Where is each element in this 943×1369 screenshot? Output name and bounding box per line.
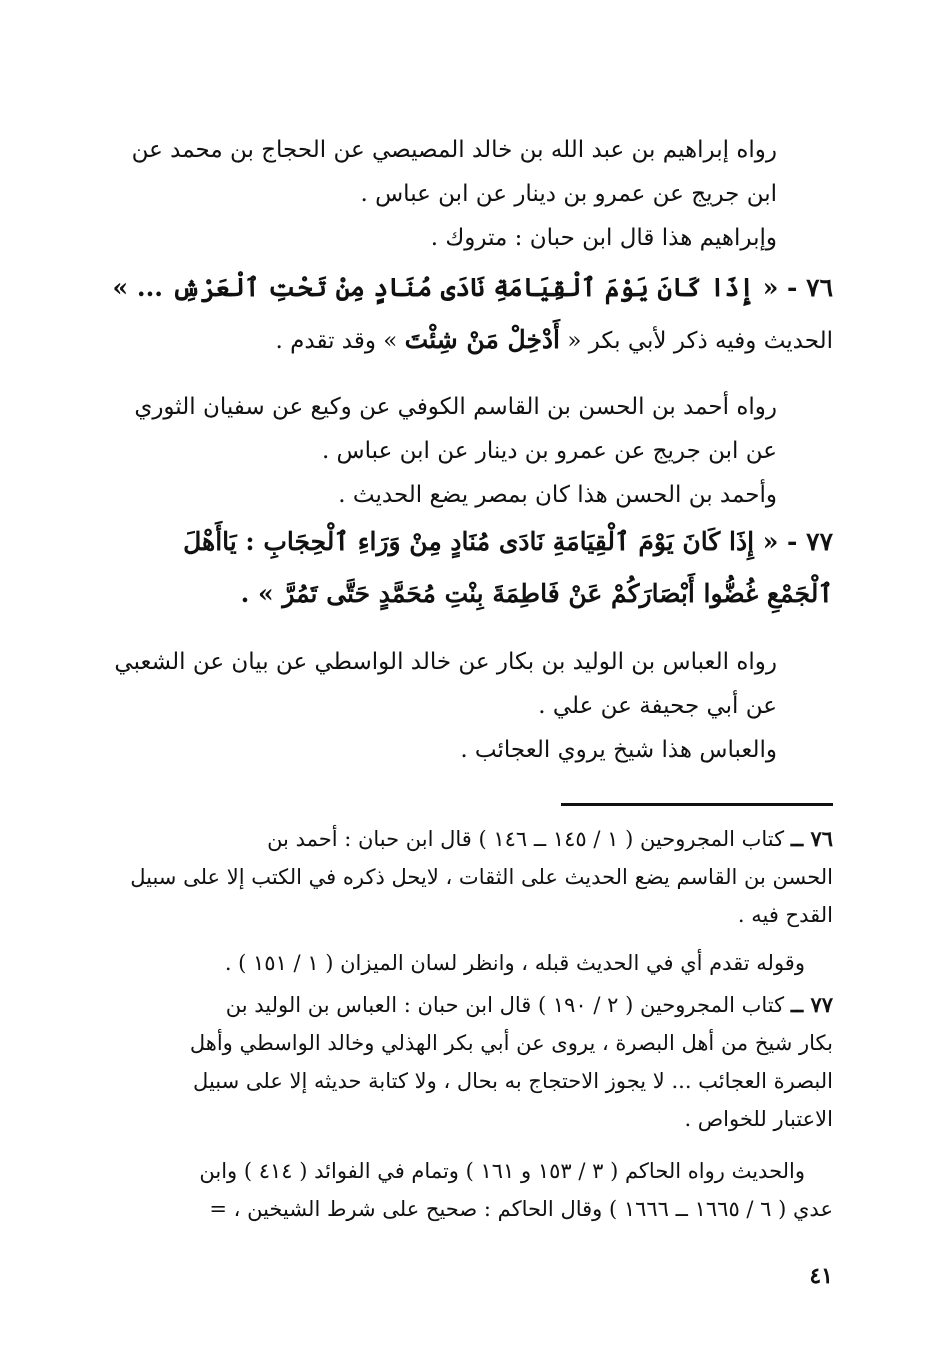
footnote-text: كتاب المجروحين ( ١ / ١٤٥ ــ ١٤٦ ) قال ابن حبان : أحمد بن bbox=[267, 827, 785, 851]
footnote-line: القدح فيه . bbox=[737, 903, 833, 927]
narration-line: عن ابن جريج عن عمرو بن دينار عن ابن عباس . bbox=[321, 438, 777, 464]
narration-line: وأحمد بن الحسن هذا كان بمصر يضع الحديث . bbox=[338, 482, 777, 508]
hadith-prefix: الحديث وفيه ذكر لأبي بكر « bbox=[560, 328, 833, 354]
footnote-text: كتاب المجروحين ( ٢ / ١٩٠ ) قال ابن حبان : العباس بن الوليد بن bbox=[225, 993, 785, 1017]
footnote-line bbox=[143, 986, 833, 1024]
footnote-line: البصرة العجائب ... لا يجوز الاحتجاج به بحال ، ولا كتابة حديثه إلا على سبيل bbox=[193, 1069, 833, 1093]
footnote-separator bbox=[561, 803, 833, 806]
footnote-number: ٧٦ ــ bbox=[790, 826, 833, 851]
footnote-line: والحديث رواه الحاكم ( ٣ / ١٥٣ و ١٦١ ) وتمام في الفوائد ( ٤١٤ ) وابن bbox=[199, 1159, 805, 1183]
hadith-text-continuation bbox=[133, 314, 833, 366]
footnote-77 bbox=[143, 986, 833, 1138]
narration-line: رواه إبراهيم بن عبد الله بن خالد المصيصي عن الحجاج بن محمد عن bbox=[131, 137, 777, 163]
narration-line: عن أبي جحيفة عن علي . bbox=[538, 693, 777, 719]
page-number: ٤١ bbox=[809, 1263, 833, 1289]
narration-line: وإبراهيم هذا قال ابن حبان : متروك . bbox=[430, 225, 777, 251]
footnote-line: الاعتبار للخواص . bbox=[684, 1107, 833, 1131]
narration-line: ابن جريج عن عمرو بن دينار عن ابن عباس . bbox=[360, 181, 777, 207]
footnote-77-extra bbox=[143, 1152, 833, 1228]
hadith-text: ٧٦ - « إِذَا كَانَ يَوْمَ ٱلْقِيَامَةِ نَادَى مُنَادٍ مِنْ تَحْتِ ٱلْعَرْشِ ... » bbox=[112, 273, 833, 302]
narration-line: رواه العباس بن الوليد بن بكار عن خالد الواسطي عن بيان عن الشعبي bbox=[114, 649, 777, 675]
hadith-76 bbox=[112, 262, 833, 366]
footnote-number: ٧٧ ــ bbox=[790, 992, 833, 1017]
footnote-76-extra bbox=[143, 944, 833, 982]
narration-77 bbox=[114, 640, 833, 772]
footnote-line: الحسن بن القاسم يضع الحديث على الثقات ، لايحل ذكره في الكتب إلا على سبيل bbox=[130, 865, 833, 889]
narration-75 bbox=[131, 128, 833, 260]
hadith-77 bbox=[133, 516, 833, 620]
footnote-line: عدي ( ٦ / ١٦٦٥ ــ ١٦٦٦ ) وقال الحاكم : صحيح على شرط الشيخين ، = bbox=[209, 1197, 833, 1221]
hadith-text: ٧٧ - « إِذَا كَانَ يَوْمَ ٱلْقِيَامَةِ نَادَى مُنَادٍ مِنْ وَرَاءِ ٱلْحِجَابِ : يَاأَهْلَ bbox=[183, 527, 833, 556]
narration-line: رواه أحمد بن الحسن بن القاسم الكوفي عن وكيع عن سفيان الثوري bbox=[134, 394, 777, 420]
footnote-76 bbox=[130, 820, 833, 934]
narration-76 bbox=[134, 385, 833, 517]
footnote-line bbox=[143, 820, 833, 858]
narration-line: والعباس هذا شيخ يروي العجائب . bbox=[460, 737, 777, 763]
hadith-text: ٱلْجَمْعِ غُضُّوا أَبْصَارَكُمْ عَنْ فَاطِمَةَ بِنْتِ مُحَمَّدٍ حَتَّى تَمُرَّ » . bbox=[240, 579, 833, 608]
footnote-line: بكار شيخ من أهل البصرة ، يروى عن أبي بكر الهذلي وخالد الواسطي وأهل bbox=[189, 1031, 833, 1055]
hadith-quote: أَدْخِلْ مَنْ شِئْتَ bbox=[404, 325, 561, 354]
footnote-line: وقوله تقدم أي في الحديث قبله ، وانظر لسان الميزان ( ١ / ١٥١ ) . bbox=[224, 951, 805, 975]
hadith-suffix: » وقد تقدم . bbox=[275, 328, 405, 354]
